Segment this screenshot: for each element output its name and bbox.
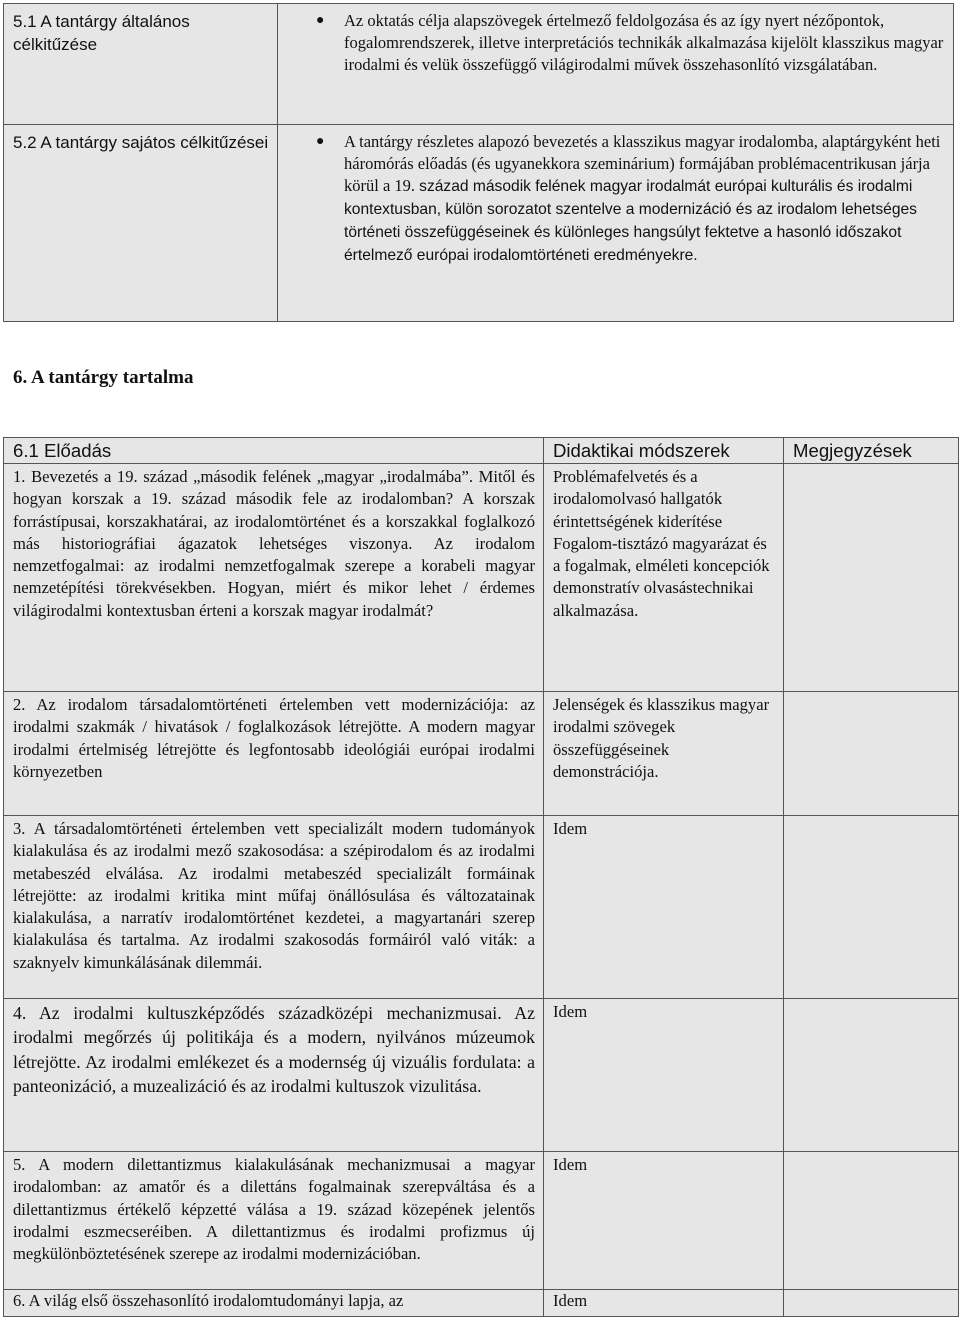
table-row — [4, 464, 959, 692]
method-cell: Idem — [544, 816, 784, 999]
header-cell-lecture: 6.1 Előadás — [4, 438, 544, 464]
topic-cell: 4. Az irodalmi kultuszképződés századközépi mechanizmusai. Az irodalmi megőrzés új politikája és a modern, nyilvános múzeumok létrejötte. Az irodalmi emlékezet és a modernség új vizuális fordulata: a panteonizáció, a muzealizáció és az irodalmi kultuszok vizulitása. — [4, 999, 544, 1152]
table-row — [4, 1152, 959, 1290]
bullet-item — [300, 131, 945, 267]
table-header-row — [4, 438, 959, 464]
note-cell — [784, 692, 959, 816]
objective-content — [278, 4, 954, 125]
topic-cell: 6. A világ első összehasonlító irodalomtudományi lapja, az — [4, 1290, 544, 1317]
objective-text: Az oktatás célja alapszövegek értelmező feldolgozása és az így nyert nézőpontok, fogalomrendszerek, illetve interpretációs technikák alkalmazása kijelölt klasszikus magyar irodalmi és velük összefüggő világirodalmi művek összehasonlító vizsgálatában. — [344, 11, 944, 74]
method-cell: Idem — [544, 1290, 784, 1317]
objective-row-specific — [4, 125, 954, 322]
note-cell — [784, 464, 959, 692]
topic-cell: 1. Bevezetés a 19. század „második felének „magyar „irodalmába”. Mitől és hogyan korszak a 19. század második fele az irodalomban? A korszak forrástípusai, korszakhatárai, az irodalomtörténet és a korszakkal foglalkozó más historiográfiai ágazatok lehetséges viszonya. Az irodalom nemzetfogalmai: az irodalmi nemzetfogalmak szerepe a korabeli magyar nemzetépítési törekvésekben. Hogyan, miért és mikor lehet / érdemes világirodalmi kontextusban érteni a korszak magyar irodalmát? — [4, 464, 544, 692]
objective-row-general — [4, 4, 954, 125]
content-table — [3, 437, 959, 1317]
topic-cell: 2. Az irodalom társadalomtörténeti értelemben vett modernizációja: az irodalmi szakmák / hivatások / foglalkozások létrejötte. A modern magyar irodalmi értelmiség létrejötte és legfontosabb ideológiái európai irodalmi környezetben — [4, 692, 544, 816]
method-cell: Jelenségek és klasszikus magyar irodalmi szövegek összefüggéseinek demonstrációja. — [544, 692, 784, 816]
method-cell: Problémafelvetés és a irodalomolvasó hallgatók érintettségének kiderítése Fogalom-tisztázó magyarázat és a fogalmak, elméleti koncepciók demonstratív olvasástechnikai alkalmazása. — [544, 464, 784, 692]
objective-content — [278, 125, 954, 322]
method-cell: Idem — [544, 999, 784, 1152]
header-cell-methods: Didaktikai módszerek — [544, 438, 784, 464]
objectives-table — [3, 3, 954, 322]
section-title: 6. A tantárgy tartalma — [13, 367, 194, 388]
table-row — [4, 999, 959, 1152]
topic-cell: 3. A társadalomtörténeti értelemben vett specializált modern tudományok kialakulása és az irodalmi mező szakosodása: a szépirodalom és az irodalmi metabeszéd elválása. Az irodalmi metabeszéd specializált formáinak létrejötte: az irodalmi kritika mint műfaj önállósulása és változatainak kialakulása, a narratív irodalomtörténet kezdetei, a magyartanári szerep kialakulása és tartalma. Az irodalmi szakosodás formáiról való viták: a szaknyelv kimunkálásának dilemmái. — [4, 816, 544, 999]
note-cell — [784, 816, 959, 999]
topic-cell: 5. A modern dilettantizmus kialakulásának mechanizmusai a magyar irodalomban: az amatőr és a dilettáns fogalmainak szerepváltása és a dilettantizmus értékelő képzetté válása a 19. század közepének jelentős irodalmi eszmecseréiben. A dilettantizmus és irodalmi profizmus új megkülönböztetésének szerepe az irodalmi modernizációban. — [4, 1152, 544, 1290]
objective-label: 5.2 A tantárgy sajátos célkitűzései — [4, 125, 278, 322]
note-cell — [784, 1290, 959, 1317]
bullet-item — [300, 10, 945, 76]
table-row — [4, 1290, 959, 1317]
table-row — [4, 692, 959, 816]
bullet-icon: ● — [316, 134, 325, 149]
note-cell — [784, 999, 959, 1152]
objective-text-sans: század második felének magyar irodalmát európai kulturális és irodalmi kontextusban, külön sorozatot szentelve a modernizáció és az irodalom lehetséges történeti összefüggéseinek és különleges hangsúlyt fektetve a hasonló időszakot értelmező európai irodalomtörténeti eredményekre. — [344, 178, 917, 264]
bullet-icon: ● — [316, 13, 325, 28]
table-row — [4, 816, 959, 999]
objective-text-serif: A tantárgy részletes alapozó bevezetés a klasszikus magyar irodalomba, alaptárgyként heti háromórás előadás (és ugyanekkora szeminárium) formájában problémacentrikusan járja körül a 19. — [344, 132, 941, 195]
header-cell-notes: Megjegyzések — [784, 438, 959, 464]
method-cell: Idem — [544, 1152, 784, 1290]
objective-label: 5.1 A tantárgy általános célkitűzése — [4, 4, 278, 125]
note-cell — [784, 1152, 959, 1290]
